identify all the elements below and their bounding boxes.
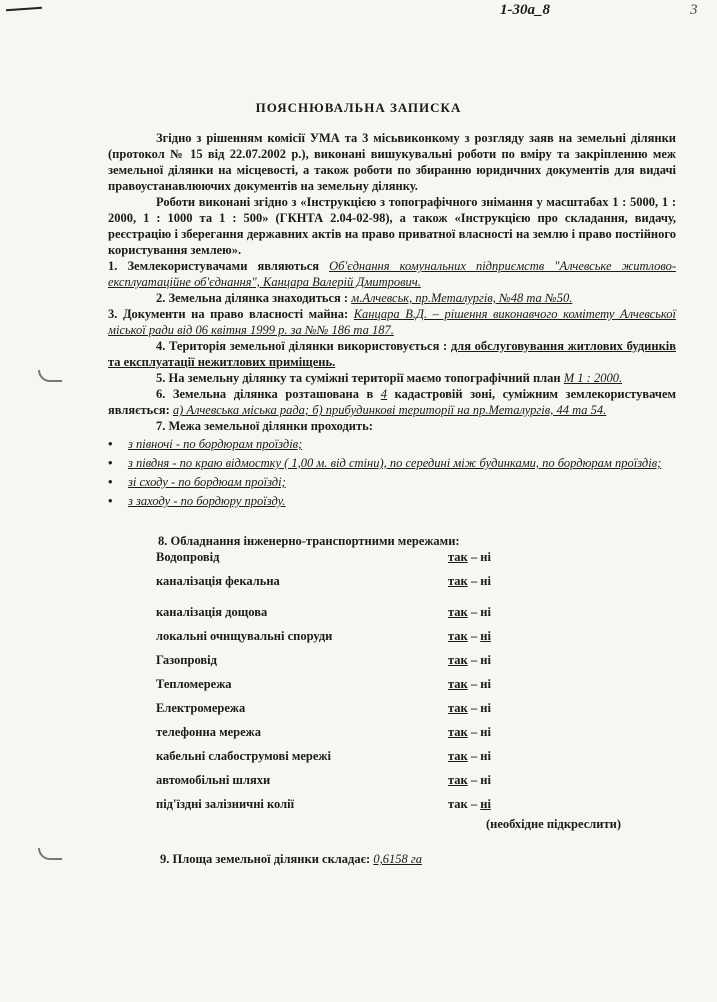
scan-mark [6, 7, 42, 12]
intro-block [108, 130, 676, 434]
document-title: ПОЯСНЮВАЛЬНА ЗАПИСКА [255, 100, 462, 115]
network-row: Газопровід так – ні [156, 653, 491, 667]
boundary-north: • з півночі - по бордюрам проїздів; [108, 436, 680, 452]
neighbours-value: а) Алчевська міська рада; б) прибудинкові території на пр.Металургів, 44 та 54. [172, 403, 607, 417]
network-row: Водопровід так – ні [156, 550, 491, 564]
no-option: ні [480, 629, 491, 643]
area-line: 9. Площа земельної ділянки складає: 0,6158 га [160, 852, 422, 866]
yes-option: так [448, 677, 468, 691]
yes-option: так [448, 701, 468, 715]
land-users-value: Об'єднання комунальних підприємств "Алчевське житлово- експлуатаційне об'єднання", Канцара Валерій Дмитрович. [108, 259, 677, 289]
no-option: ні [480, 653, 491, 667]
item-1: 1. Землекористувачами являються Об'єднання комунальних підприємств "Алчевське житлово- експлуатаційне об'єднання", Канцара Валерій Дмитрович. [108, 259, 677, 289]
network-row: телефонна мережа так – ні [156, 725, 491, 739]
item-7: 7. Межа земельної ділянки проходить: [156, 419, 373, 433]
works-paragraph: Роботи виконані згідно з «Інструкцією з топографічного знімання у масштабах 1 : 5000, 1 : 2000, 1 : 1000 та 1 : 500» (ГКНТА 2.04-02-98), а також «Інструкцією про складання, видачу, реєстрацію і зберегання державних актів на право приватної власності на землю і право постійного користування землею». [108, 195, 676, 257]
land-use-value: для обслуговування житлових будинків та експлуатації нежитлових приміщень. [108, 339, 676, 369]
no-option: ні [480, 797, 491, 811]
boundaries-list [108, 436, 680, 509]
yes-option: так [448, 749, 468, 763]
underline-note: (необхідне підкреслити) [486, 817, 621, 831]
punch-hole-mark [38, 848, 62, 860]
item-4: 4. Територія земельної ділянки використовується : для обслуговування житлових будинків та експлуатації нежитлових приміщень. [108, 339, 676, 369]
scale-value: М 1 : 2000. [563, 371, 623, 385]
intro-paragraph: Згідно з рішенням комісії УМА та 3 місьвиконкому з розгляду заяв на земельні ділянки (протокол № 15 від 22.07.2002 р.), виконані вишукувальні роботи по вміру та закріпленню меж земельної ділянки на місцевості, а також роботи по збиранню юридичних документів для видачі правоустанавлюючих документів на земельну ділянку. [108, 131, 676, 193]
network-row: Електромережа так – ні [156, 701, 491, 715]
yes-option: так [448, 773, 468, 787]
yes-option: так [448, 653, 468, 667]
yes-option: так [448, 605, 468, 619]
network-row: локальні очнщувальні споруди так – ні [156, 629, 491, 643]
item-3: 3. Документи на право власності майна: Канцара В.Д. – рішення виконавчого комітету Алчевської міської ради від 06 квітня 1999 р. за №№ 186 та 187. [108, 307, 676, 337]
network-row: Тепломережа так – ні [156, 677, 491, 691]
no-option: ні [480, 605, 491, 619]
yes-option: так [448, 629, 468, 643]
no-option: ні [480, 701, 491, 715]
network-row: під'їздні залізничні колії так – ні [156, 797, 491, 811]
network-row: каналізація дощова так – ні [156, 605, 491, 619]
boundary-south: • з півдня - по краю відмостку ( 1,00 м. від стіни), по середині між будинками, по бордюрам проїздів; [108, 455, 680, 471]
no-option: ні [480, 574, 491, 588]
yes-option: так [448, 797, 468, 811]
item-5: 5. На земельну ділянку та суміжні території маємо топографічний план М 1 : 2000. [156, 371, 623, 385]
cadastral-zone-value: 4 [380, 387, 388, 401]
yes-option: так [448, 725, 468, 739]
no-option: ні [480, 725, 491, 739]
location-value: м.Алчевськ, пр.Металургів, №48 та №50. [351, 291, 573, 305]
punch-hole-mark [38, 370, 62, 382]
network-row: каналізація фекальна так – ні [156, 574, 491, 588]
engineering-heading: 8. Обладнання інженерно-транспортними мережами: [158, 534, 460, 548]
no-option: ні [480, 677, 491, 691]
document-reference: 1-30а_8 [500, 2, 550, 18]
boundary-west: • з заходу - по бордюру проїзду. [108, 493, 680, 509]
network-row: автомобільні шляхи так – ні [156, 773, 491, 787]
no-option: ні [480, 550, 491, 564]
ownership-docs-value: Канцара В.Д. – рішення виконавчого комітету Алчевської міської ради від 06 квітня 1999 р. за №№ 186 та 187. [108, 307, 676, 337]
network-row: кабельні слабострумові мережі так – ні [156, 749, 491, 763]
item-2: 2. Земельна ділянка знаходиться : м.Алчевськ, пр.Металургів, №48 та №50. [156, 291, 573, 305]
no-option: ні [480, 773, 491, 787]
yes-option: так [448, 550, 468, 564]
yes-option: так [448, 574, 468, 588]
boundary-east: • зі сходу - по бордюам проїзді; [108, 474, 680, 490]
no-option: ні [480, 749, 491, 763]
item-6: 6. Земельна ділянка розташована в 4 кадастровій зоні, суміжним землекористувачем являється: а) Алчевська міська рада; б) прибудинкові території на пр.Металургів, 44 та 54. [108, 387, 677, 417]
page-number: 3 [690, 2, 698, 18]
area-value: 0,6158 га [373, 852, 422, 866]
